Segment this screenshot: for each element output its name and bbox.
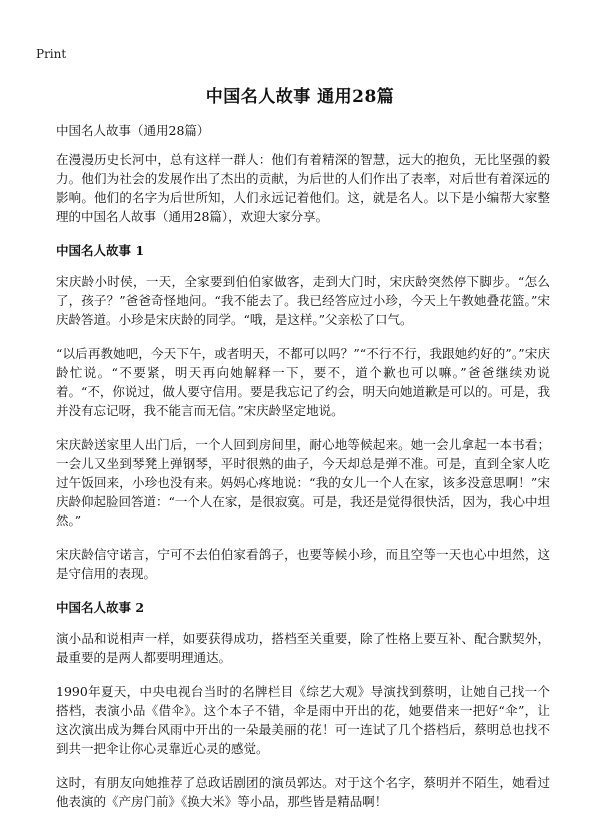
story-2-heading: 中国名人故事 2 bbox=[56, 600, 145, 615]
story-2-paragraph: 1990年夏天，中央电视台当时的名牌栏目《综艺大观》导演找到蔡明，让她自己找一个搭档，表演小品《借伞》。这个本子不错，伞是雨中开出的花，她要借来一把好“伞”，让这次演出成为舞台风雨中开出的一朵最美丽的花！可一连试了几个搭档后，蔡明总也找不到共一把伞让你心灵靠近心灵的感觉。 bbox=[56, 684, 550, 756]
story-1-heading: 中国名人故事 1 bbox=[56, 243, 145, 258]
page-title: 中国名人故事 通用28篇 bbox=[205, 87, 395, 107]
story-2-paragraph: 演小品和说相声一样，如要获得成功，搭档至关重要，除了性格上要互补、配合默契外，最重要的是两人都要明理通达。 bbox=[56, 631, 550, 665]
story-1-paragraph: 宋庆龄信守诺言，宁可不去伯伯家看鸽子，也要等候小珍，而且空等一天也心中坦然，这是守信用的表现。 bbox=[56, 547, 550, 581]
story-1-paragraph: 宋庆龄小时侯，一天，全家要到伯伯家做客，走到大门时，宋庆龄突然停下脚步。“怎么了，孩子？”爸爸奇怪地问。“我不能去了。我已经答应过小珍，今天上午教她叠花篮。”宋庆龄答道。小珍是宋庆龄的同学。“哦，是这样。”父亲松了口气。 bbox=[56, 274, 550, 327]
intro-paragraph: 在漫漫历史长河中，总有这样一群人：他们有着精深的智慧，远大的抱负，无比坚强的毅力。他们为社会的发展作出了杰出的贡献，为后世的人们作出了表率，对后世有着深远的影响。他们的名字为后世所知，人们永远记着他们。这，就是名人。以下是小编帮大家整理的中国名人故事（通用28篇），欢迎大家分享。 bbox=[56, 152, 550, 224]
story-1-paragraph: 宋庆龄送家里人出门后，一个人回到房间里，耐心地等候起来。她一会儿拿起一本书看；一会儿又坐到琴凳上弹钢琴，平时很熟的曲子，今天却总是弹不准。可是，直到全家人吃过午饭回来，小珍也没有来。妈妈心疼地说：“我的女儿一个人在家，该多没意思啊！”宋庆龄仰起脸回答道：“一个人在家，是很寂寞。可是，我还是觉得很快活，因为，我心中坦然。” bbox=[56, 437, 550, 528]
story-1-paragraph: “以后再教她吧，今天下午，或者明天，不都可以吗？”“不行不行，我跟她约好的”。”宋庆龄忙说。“不要紧，明天再向她解释一下，要不，道个歉也可以嘛。”爸爸继续劝说着。“不，你说过，做人要守信用。要是我忘记了约会，明天向她道歉是可以的。可是，我并没有忘记呀，我不能言而无信。”宋庆龄坚定地说。 bbox=[56, 346, 550, 418]
article-body bbox=[56, 150, 550, 826]
story-2-paragraph: 这时，有朋友向她推荐了总政话剧团的演员郭达。对于这个名字，蔡明并不陌生，她看过他表演的《产房门前》《换大米》等小品，那些皆是精品啊！ bbox=[56, 775, 550, 809]
print-link[interactable]: Print bbox=[36, 47, 67, 61]
page-subtitle: 中国名人故事（通用28篇） bbox=[56, 123, 210, 138]
